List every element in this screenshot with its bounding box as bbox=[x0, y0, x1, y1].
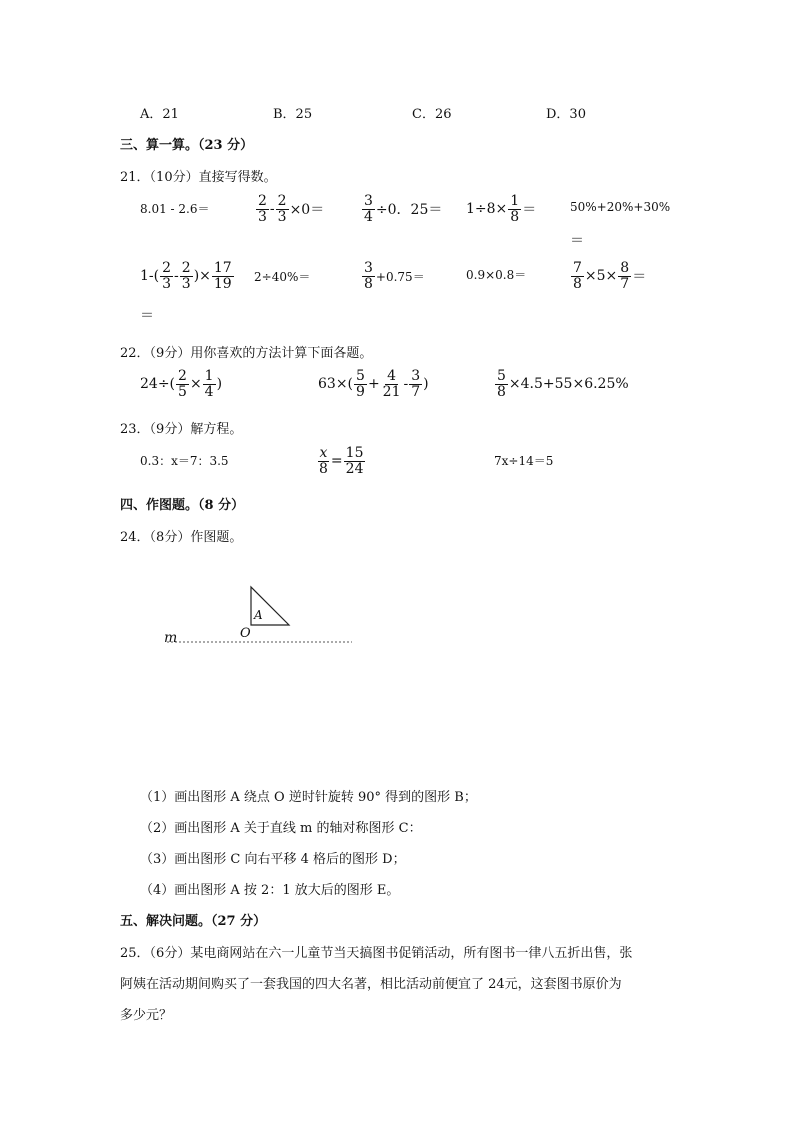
q22-expr-2: 63×( $\frac{5}{9}$ + $\frac{4}{21}$ - $\frac{3}{7}$ ) bbox=[318, 368, 429, 400]
q24-instruction-2: （2）画出图形 A 关于直线 m 的轴对称图形 C： bbox=[140, 821, 422, 836]
q23-label: 23．（9分）解方程。 bbox=[120, 422, 243, 437]
q21-expr-7: 2÷40%＝ bbox=[254, 270, 311, 284]
fraction: $\frac{15}{24}$ bbox=[345, 445, 364, 477]
section-4-title: 四、作图题。（8 分） bbox=[120, 498, 245, 513]
q21-expr-6: 1-( $\frac{2}{3}$ - $\frac{2}{3}$ )× $\frac{17}{19}$ bbox=[140, 260, 232, 292]
fraction: $\frac{2}{3}$ bbox=[162, 260, 172, 292]
fraction: $\frac{7}{8}$ bbox=[573, 260, 582, 292]
q24-instruction-3: （3）画出图形 C 向右平移 4 格后的图形 D； bbox=[140, 852, 406, 867]
q21-expr-5: 50%+20%+30% bbox=[570, 200, 671, 214]
fraction: $\frac{5}{9}$ bbox=[356, 368, 365, 400]
fraction: $\frac{2}{3}$ bbox=[277, 193, 287, 225]
q23-expr-2: $\frac{x}{8}$ = $\frac{15}{24}$ bbox=[319, 445, 364, 477]
q21-expr-10: $\frac{7}{8}$ ×5× $\frac{8}{7}$ ＝ bbox=[573, 260, 647, 292]
choice-a: A．21 bbox=[140, 107, 179, 122]
q21-expr-2: $\frac{2}{3}$ - $\frac{2}{3}$ ×0＝ bbox=[258, 193, 325, 225]
q21-label: 21．（10分）直接写得数。 bbox=[120, 170, 277, 185]
fraction: $\frac{2}{5}$ bbox=[178, 368, 187, 400]
fraction: $\frac{2}{3}$ bbox=[258, 193, 267, 225]
shape-a-label: A bbox=[254, 608, 263, 622]
choice-d: D．30 bbox=[546, 107, 586, 122]
fraction: $\frac{1}{4}$ bbox=[204, 368, 214, 400]
q21-expr-6-equals: ＝ bbox=[140, 308, 154, 324]
q21-expr-8: $\frac{3}{8}$ +0.75＝ bbox=[364, 260, 425, 292]
q25-line-1: 25．（6分）某电商网站在六一儿童节当天搞图书促销活动，所有图书一律八五折出售，张 bbox=[120, 946, 633, 961]
q23-expr-3: 7x÷14＝5 bbox=[494, 454, 554, 468]
q24-instruction-1: （1）画出图形 A 绕点 O 逆时针旋转 90° 得到的图形 B； bbox=[140, 790, 477, 805]
line-m-label: m bbox=[164, 630, 178, 646]
fraction: $\frac{3}{4}$ bbox=[364, 193, 373, 225]
fraction: $\frac{2}{3}$ bbox=[181, 260, 191, 292]
fraction: $\frac{x}{8}$ bbox=[319, 445, 328, 477]
q24-label: 24．（8分）作图题。 bbox=[120, 530, 243, 545]
q21-expr-1: 8.01 - 2.6＝ bbox=[140, 202, 210, 216]
fraction: $\frac{4}{21}$ bbox=[382, 368, 401, 400]
fraction: $\frac{17}{19}$ bbox=[213, 260, 232, 292]
fraction: $\frac{8}{7}$ bbox=[620, 260, 630, 292]
point-o-label: O bbox=[240, 626, 251, 641]
q22-expr-1: 24÷( $\frac{2}{5}$ × $\frac{1}{4}$ ) bbox=[140, 368, 223, 400]
q21-expr-9: 0.9×0.8＝ bbox=[466, 268, 527, 282]
fraction: $\frac{5}{8}$ bbox=[497, 368, 506, 400]
q23-expr-1: 0.3：x＝7：3.5 bbox=[140, 454, 229, 468]
q25-line-3: 多少元？ bbox=[120, 1008, 173, 1023]
q21-expr-3: $\frac{3}{4}$ ÷0．25＝ bbox=[364, 193, 443, 225]
q22-expr-3: $\frac{5}{8}$ ×4.5+55×6.25% bbox=[497, 368, 629, 400]
fraction: $\frac{3}{7}$ bbox=[411, 368, 421, 400]
fraction: $\frac{3}{8}$ bbox=[364, 260, 373, 292]
q22-label: 22．（9分）用你喜欢的方法计算下面各题。 bbox=[120, 346, 373, 361]
q21-expr-5-equals: ＝ bbox=[570, 233, 584, 249]
choice-c: C．26 bbox=[412, 107, 452, 122]
q25-line-2: 阿姨在活动期间购买了一套我国的四大名著，相比活动前便宜了 24元，这套图书原价为 bbox=[120, 977, 622, 992]
q24-instruction-4: （4）画出图形 A 按 2：1 放大后的图形 E。 bbox=[140, 883, 400, 898]
section-3-title: 三、算一算。（23 分） bbox=[120, 138, 254, 153]
q21-expr-4: 1÷8× $\frac{1}{8}$ ＝ bbox=[466, 193, 537, 225]
fraction: $\frac{1}{8}$ bbox=[510, 193, 520, 225]
section-5-title: 五、解决问题。（27 分） bbox=[120, 914, 267, 929]
choice-b: B．25 bbox=[273, 107, 313, 122]
